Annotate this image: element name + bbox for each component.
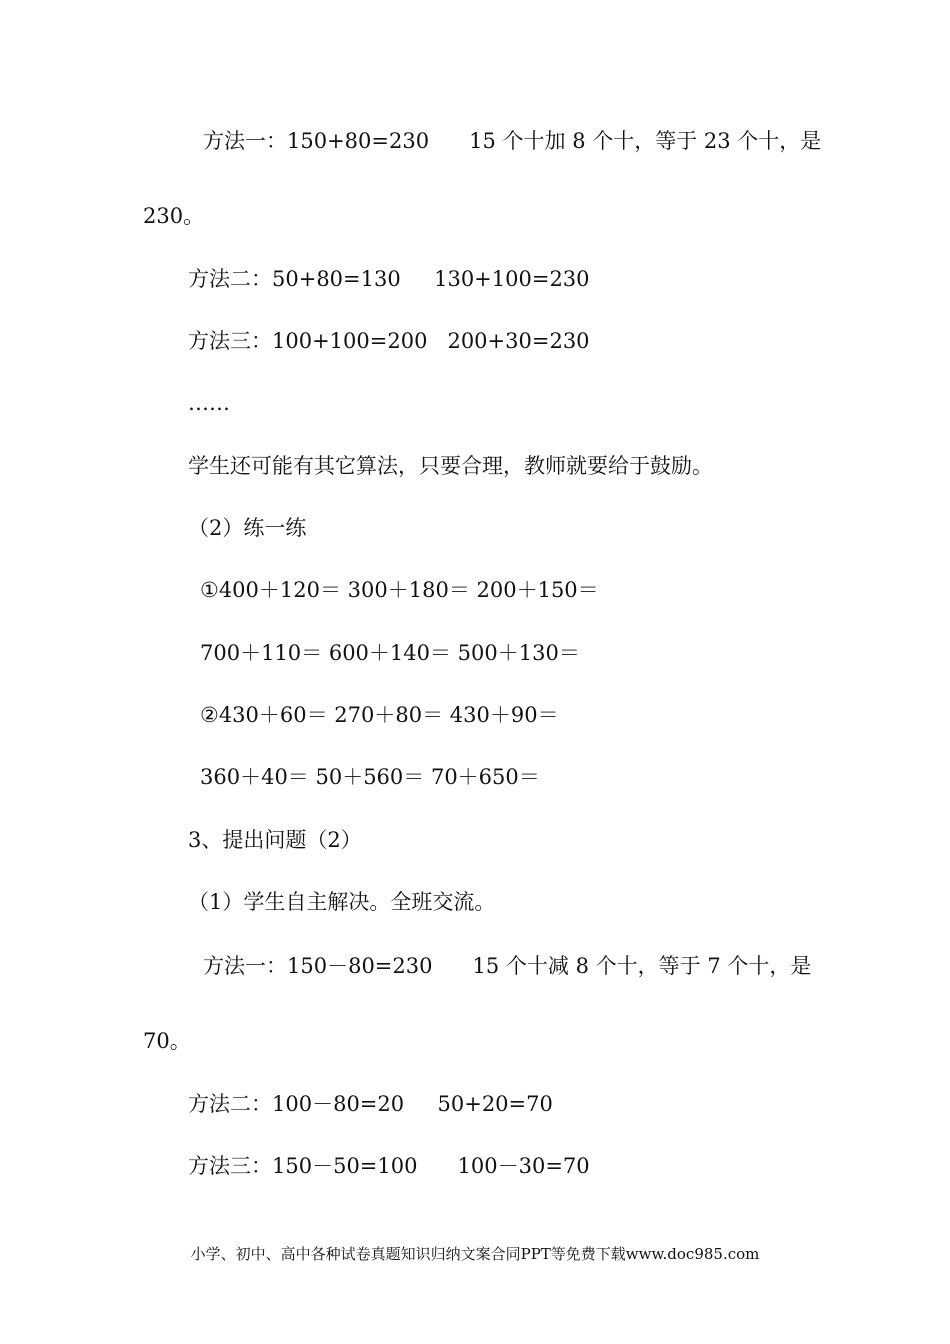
text-line-method1-addition: 方法一：150+80=230 15 个十加 8 个十，等于 23 个十，是 [203, 129, 822, 153]
text-line-continuation-230: 230。 [143, 204, 205, 228]
text-line-method3-subtraction: 方法三：150－50=100 100－30=70 [188, 1154, 590, 1178]
text-line-practice-row2: 700＋110＝ 600＋140＝ 500＋130＝ [200, 641, 580, 665]
text-line-method2-addition: 方法二：50+80=130 130+100=230 [188, 267, 590, 291]
text-line-method3-addition: 方法三：100+100=200 200+30=230 [188, 329, 590, 353]
text-line-practice-row4: 360＋40＝ 50＋560＝ 70＋650＝ [200, 765, 540, 789]
page-footer: 小学、初中、高中各种试卷真题知识归纳文案合同PPT等免费下载www.doc985.com [190, 1245, 760, 1263]
text-line-continuation-70: 70。 [143, 1029, 191, 1053]
text-line-teacher-note: 学生还可能有其它算法，只要合理，教师就要给于鼓励。 [188, 454, 713, 478]
text-line-ellipsis: …… [188, 391, 230, 415]
text-line-method2-subtraction: 方法二：100－80=20 50+20=70 [188, 1092, 553, 1116]
text-line-practice-row1: ①400＋120＝ 300＋180＝ 200＋150＝ [200, 578, 599, 602]
text-line-practice-row3: ②430＋60＝ 270＋80＝ 430＋90＝ [200, 703, 559, 727]
text-line-self-solve: （1）学生自主解决。全班交流。 [188, 890, 496, 914]
text-line-question2-heading: 3、提出问题（2） [188, 828, 362, 852]
text-line-method1-subtraction: 方法一：150－80=230 15 个十减 8 个十，等于 7 个十，是 [203, 954, 812, 978]
text-line-practice-heading: （2）练一练 [188, 516, 307, 540]
